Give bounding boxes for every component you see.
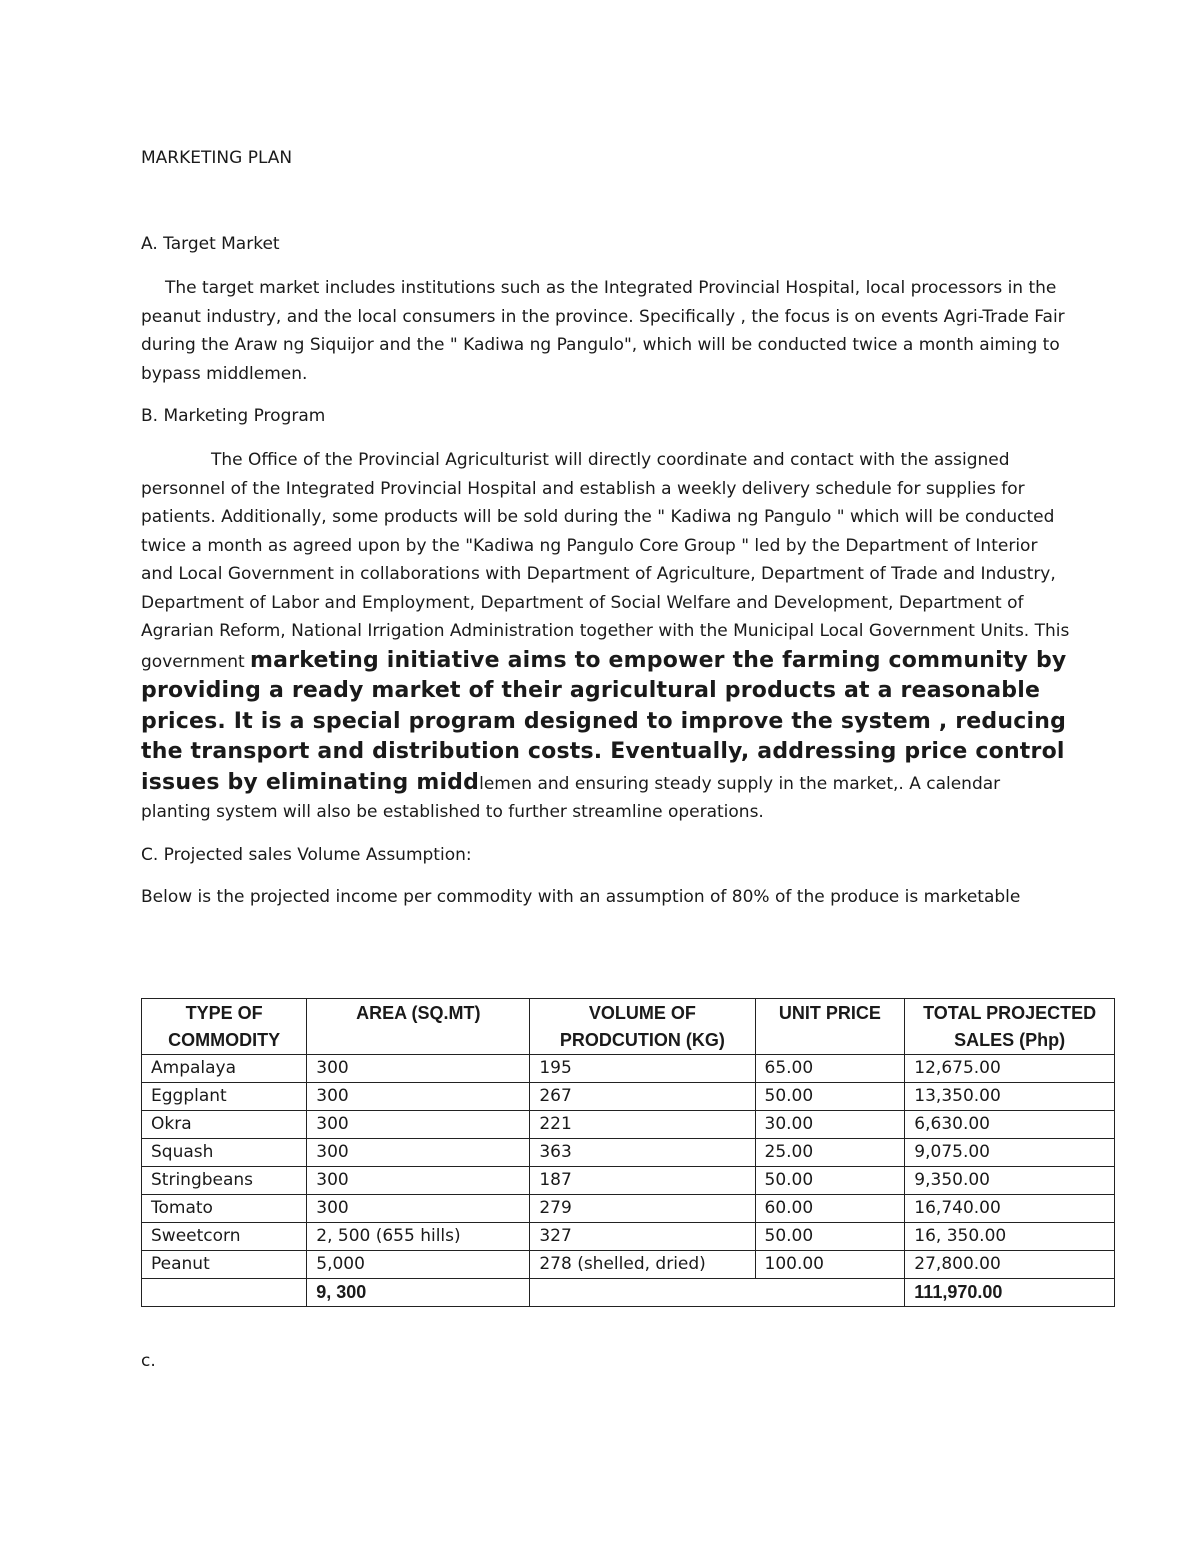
cell-commodity: Stringbeans [142,1167,307,1195]
table-row [142,1055,1115,1083]
cell-area: 300 [307,1139,530,1167]
header-volume: VOLUME OF PRODCUTION (KG) [530,999,755,1055]
cell-unit-price: 25.00 [755,1139,905,1167]
cell-total-sales: 16, 350.00 [905,1223,1115,1251]
header-commodity: TYPE OF COMMODITY [142,999,307,1055]
document-title: MARKETING PLAN [141,148,293,168]
cell-total-sales-sum: 111,970.00 [905,1279,1115,1307]
cell-area: 300 [307,1167,530,1195]
cell-commodity: Ampalaya [142,1055,307,1083]
section-b-body-emphasis: marketing initiative aims to empower the farming community by providing a ready market of their agricultural products at a reasonable prices. It is a special program designed to improve the system , reducing the transport and distribution costs. Eventually, addressing price control issues by eliminating midd [141,647,1067,795]
cell-area: 300 [307,1083,530,1111]
cell-commodity: Sweetcorn [142,1223,307,1251]
section-b-body-normal: The Office of the Provincial Agriculturist will directly coordinate and contact with the assigned personnel of the Integrated Provincial Hospital and establish a weekly delivery schedule for supplies for patients. Additionally, some products will be sold during the " Kadiwa ng Pangulo " which will be conducted twice a month as agreed upon by the "Kadiwa ng Pangulo Core Group " led by the Department of Interior and Local Government in collaborations with Department of Agriculture, Department of Trade and Industry, Department of Labor and Employment, Department of Social Welfare and Development, Department of Agrarian Reform, National Irrigation Administration together with the Municipal Local Government Units. This government [141,450,1070,672]
cell-unit-price: 30.00 [755,1111,905,1139]
cell-area: 300 [307,1111,530,1139]
table-row [142,1195,1115,1223]
cell-volume: 363 [530,1139,755,1167]
header-area: AREA (SQ.MT) [307,999,530,1055]
cell-commodity: Okra [142,1111,307,1139]
section-b-heading: B. Marketing Program [141,406,326,426]
cell-total-sales: 9,350.00 [905,1167,1115,1195]
projected-sales-table [141,998,1115,1307]
table-row [142,1083,1115,1111]
cell-volume: 327 [530,1223,755,1251]
cell-total-area: 9, 300 [307,1279,530,1307]
cell-total-sales: 27,800.00 [905,1251,1115,1279]
cell-commodity: Squash [142,1139,307,1167]
section-a-body: The target market includes institutions such as the Integrated Provincial Hospital, local processors in the peanut industry, and the local consumers in the province. Specifically , the focus is on events Agri-Trade Fair during the Araw ng Siquijor and the " Kadiwa ng Pangulo", which will be conducted twice a month aiming to bypass middlemen. [141,278,1065,384]
table-row [142,1139,1115,1167]
cell-volume: 195 [530,1055,755,1083]
cell-total-sales: 12,675.00 [905,1055,1115,1083]
cell-volume: 278 (shelled, dried) [530,1251,755,1279]
cell-unit-price: 50.00 [755,1167,905,1195]
cell-unit-price: 100.00 [755,1251,905,1279]
table-row [142,1251,1115,1279]
cell-unit-price: 50.00 [755,1223,905,1251]
cell-unit-price: 60.00 [755,1195,905,1223]
cell-total-sales: 16,740.00 [905,1195,1115,1223]
cell-total-sales: 9,075.00 [905,1139,1115,1167]
table-total-row [142,1279,1115,1307]
cell-volume: 267 [530,1083,755,1111]
section-a-heading: A. Target Market [141,234,280,254]
cell-unit-price: 65.00 [755,1055,905,1083]
section-b-body-tail: lemen and ensuring steady supply in the market,. A calendar planting system will also be established to further streamline operations. [141,773,1001,822]
section-c-heading: C. Projected sales Volume Assumption: [141,844,472,865]
table-row [142,1111,1115,1139]
cell-area: 2, 500 (655 hills) [307,1223,530,1251]
cell-commodity: Peanut [142,1251,307,1279]
header-total-sales: TOTAL PROJECTED SALES (Php) [905,999,1115,1055]
section-c-intro: Below is the projected income per commodity with an assumption of 80% of the produce is marketable [141,886,1021,907]
section-b-body [141,446,1071,827]
cell-total-sales: 6,630.00 [905,1111,1115,1139]
table-header-row [142,999,1115,1055]
footer-mark: c. [141,1351,156,1371]
header-unit-price: UNIT PRICE [755,999,905,1055]
table-row [142,1223,1115,1251]
cell-total-blank [530,1279,905,1307]
cell-volume: 187 [530,1167,755,1195]
cell-total-label [142,1279,307,1307]
cell-area: 5,000 [307,1251,530,1279]
cell-total-sales: 13,350.00 [905,1083,1115,1111]
document-page [141,140,1071,911]
cell-commodity: Tomato [142,1195,307,1223]
cell-area: 300 [307,1055,530,1083]
cell-volume: 279 [530,1195,755,1223]
cell-commodity: Eggplant [142,1083,307,1111]
table-row [142,1167,1115,1195]
cell-unit-price: 50.00 [755,1083,905,1111]
cell-area: 300 [307,1195,530,1223]
cell-volume: 221 [530,1111,755,1139]
